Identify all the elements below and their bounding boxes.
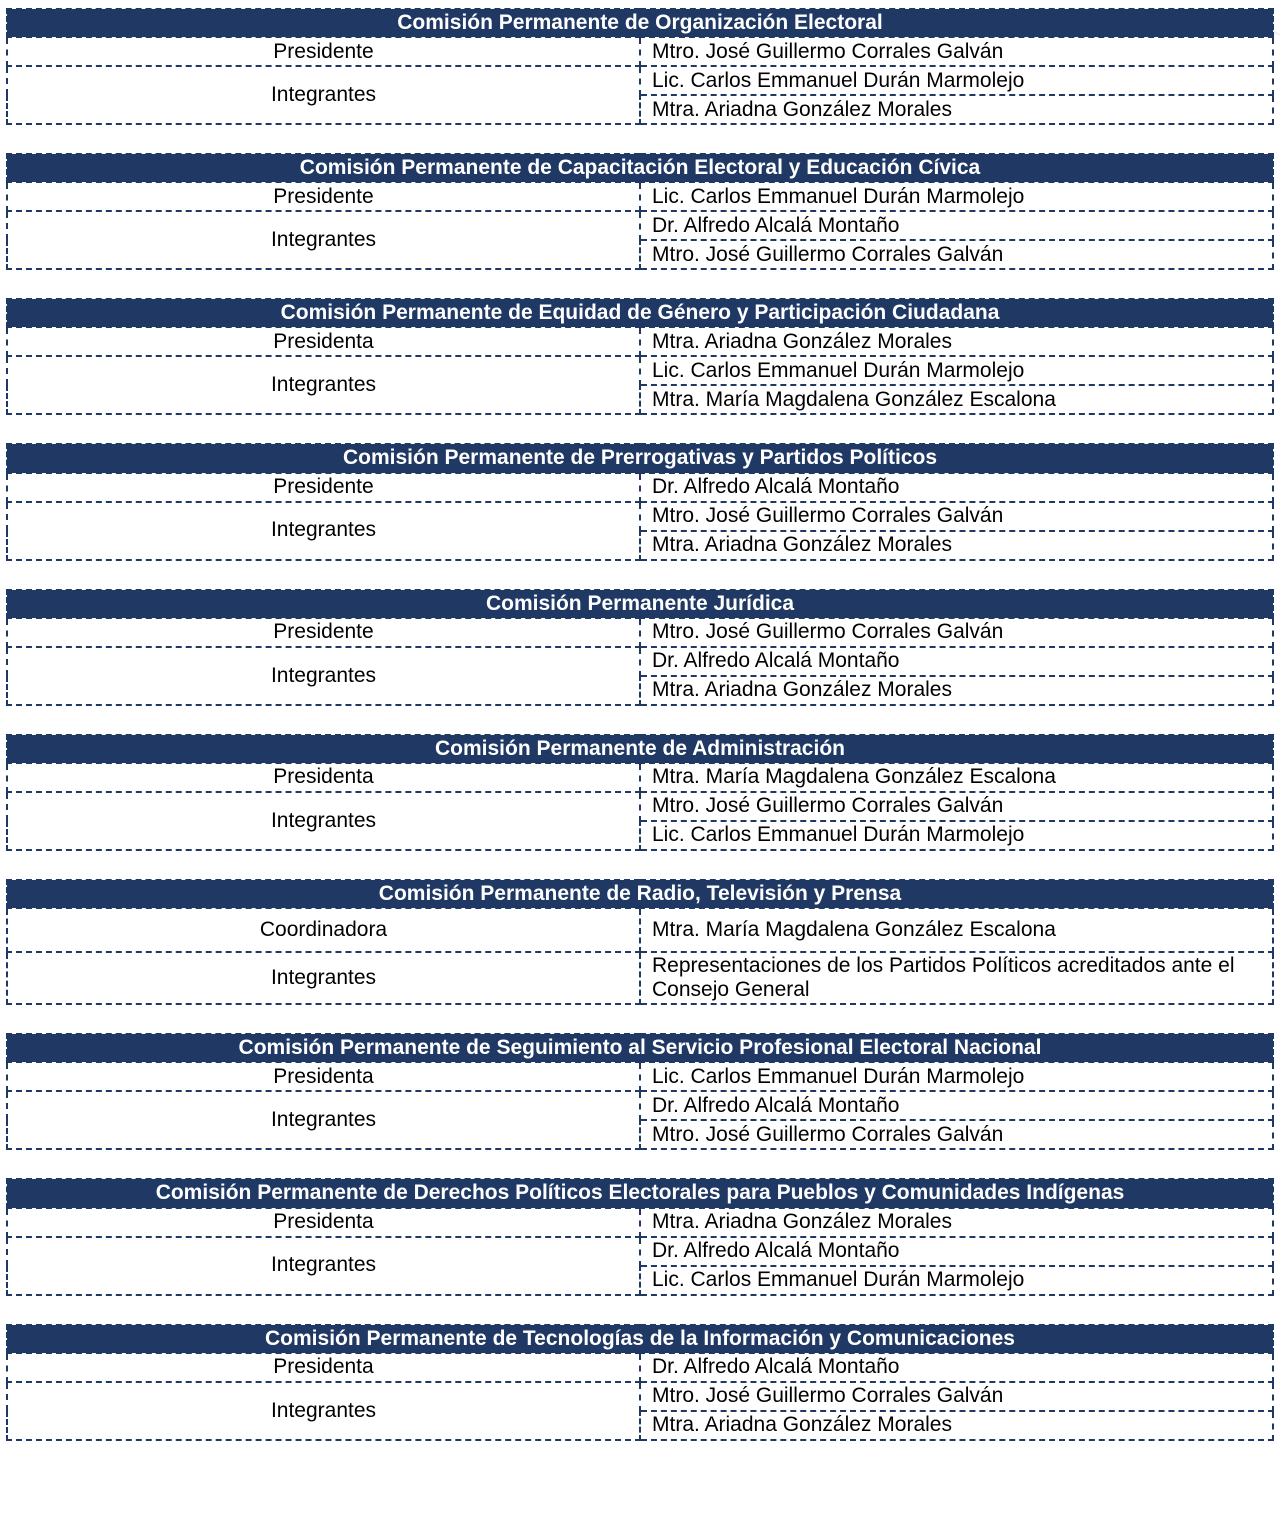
- member-name: Mtro. José Guillermo Corrales Galván: [640, 240, 1273, 269]
- member-name: Lic. Carlos Emmanuel Durán Marmolejo: [640, 821, 1273, 850]
- commission-header-row: [7, 1034, 1273, 1062]
- commission-title: Comisión Permanente de Prerrogativas y Partidos Políticos: [7, 444, 1273, 472]
- commission-title: Comisión Permanente de Derechos Políticos Electorales para Pueblos y Comunidades Indígenas: [7, 1179, 1273, 1207]
- leader-row: [7, 327, 1273, 356]
- member-name: Mtro. José Guillermo Corrales Galván: [640, 1382, 1273, 1411]
- commission-header-row: [7, 880, 1273, 908]
- members-label: Integrantes: [7, 1382, 640, 1440]
- leader-name: Mtro. José Guillermo Corrales Galván: [640, 618, 1273, 647]
- member-name: Mtra. Ariadna González Morales: [640, 676, 1273, 705]
- members-label: Integrantes: [7, 647, 640, 705]
- member-row: [7, 211, 1273, 240]
- member-name: Mtra. Ariadna González Morales: [640, 531, 1273, 560]
- commission-header-row: [7, 1325, 1273, 1353]
- leader-name: Dr. Alfredo Alcalá Montaño: [640, 1353, 1273, 1382]
- leader-name: Lic. Carlos Emmanuel Durán Marmolejo: [640, 182, 1273, 211]
- commission-header-row: [7, 590, 1273, 618]
- members-label: Integrantes: [7, 1237, 640, 1295]
- member-name: Dr. Alfredo Alcalá Montaño: [640, 1237, 1273, 1266]
- member-row: [7, 66, 1273, 95]
- commission-header-row: [7, 1179, 1273, 1207]
- leader-row: [7, 908, 1273, 952]
- commission-title: Comisión Permanente de Organización Electoral: [7, 9, 1273, 37]
- commission-table: [6, 443, 1274, 560]
- commission-title: Comisión Permanente de Radio, Televisión y Prensa: [7, 880, 1273, 908]
- leader-row: [7, 763, 1273, 792]
- members-label: Integrantes: [7, 211, 640, 269]
- members-label: Integrantes: [7, 502, 640, 560]
- leader-role-label: Presidenta: [7, 1062, 640, 1091]
- leader-row: [7, 1062, 1273, 1091]
- member-row: [7, 1091, 1273, 1120]
- leader-row: [7, 1208, 1273, 1237]
- leader-name: Mtra. Ariadna González Morales: [640, 327, 1273, 356]
- commission-table: [6, 1033, 1274, 1150]
- member-row: [7, 952, 1273, 1004]
- member-name: Mtra. Ariadna González Morales: [640, 95, 1273, 124]
- commission-title: Comisión Permanente de Equidad de Género y Participación Ciudadana: [7, 299, 1273, 327]
- leader-row: [7, 618, 1273, 647]
- member-name: Mtro. José Guillermo Corrales Galván: [640, 502, 1273, 531]
- leader-role-label: Presidenta: [7, 763, 640, 792]
- commission-table: [6, 1324, 1274, 1441]
- leader-name: Mtra. María Magdalena González Escalona: [640, 763, 1273, 792]
- leader-name: Mtro. José Guillermo Corrales Galván: [640, 37, 1273, 66]
- member-name: Mtro. José Guillermo Corrales Galván: [640, 1120, 1273, 1149]
- leader-role-label: Presidente: [7, 618, 640, 647]
- leader-name: Lic. Carlos Emmanuel Durán Marmolejo: [640, 1062, 1273, 1091]
- members-label: Integrantes: [7, 792, 640, 850]
- commission-header-row: [7, 299, 1273, 327]
- commission-header-row: [7, 444, 1273, 472]
- leader-role-label: Presidente: [7, 182, 640, 211]
- member-row: [7, 356, 1273, 385]
- member-row: [7, 502, 1273, 531]
- commission-title: Comisión Permanente de Tecnologías de la Información y Comunicaciones: [7, 1325, 1273, 1353]
- commission-table: [6, 8, 1274, 125]
- leader-role-label: Presidenta: [7, 1208, 640, 1237]
- commission-table: [6, 1178, 1274, 1295]
- leader-role-label: Coordinadora: [7, 908, 640, 952]
- leader-role-label: Presidenta: [7, 327, 640, 356]
- commission-table: [6, 589, 1274, 706]
- member-row: [7, 792, 1273, 821]
- member-row: [7, 1237, 1273, 1266]
- member-name: Representaciones de los Partidos Políticos acreditados ante el Consejo General: [640, 952, 1273, 1004]
- member-name: Dr. Alfredo Alcalá Montaño: [640, 647, 1273, 676]
- leader-row: [7, 37, 1273, 66]
- leader-name: Mtra. María Magdalena González Escalona: [640, 908, 1273, 952]
- commission-table: [6, 298, 1274, 415]
- member-name: Lic. Carlos Emmanuel Durán Marmolejo: [640, 1266, 1273, 1295]
- commission-table: [6, 734, 1274, 851]
- commission-header-row: [7, 9, 1273, 37]
- commission-header-row: [7, 154, 1273, 182]
- leader-role-label: Presidenta: [7, 1353, 640, 1382]
- commission-title: Comisión Permanente Jurídica: [7, 590, 1273, 618]
- leader-row: [7, 473, 1273, 502]
- member-name: Dr. Alfredo Alcalá Montaño: [640, 1091, 1273, 1120]
- commission-title: Comisión Permanente de Administración: [7, 735, 1273, 763]
- commission-table: [6, 879, 1274, 1005]
- commission-title: Comisión Permanente de Seguimiento al Servicio Profesional Electoral Nacional: [7, 1034, 1273, 1062]
- member-name: Mtra. Ariadna González Morales: [640, 1411, 1273, 1440]
- member-name: Dr. Alfredo Alcalá Montaño: [640, 211, 1273, 240]
- members-label: Integrantes: [7, 356, 640, 414]
- leader-role-label: Presidente: [7, 473, 640, 502]
- members-label: Integrantes: [7, 66, 640, 124]
- leader-row: [7, 182, 1273, 211]
- leader-row: [7, 1353, 1273, 1382]
- commission-header-row: [7, 735, 1273, 763]
- members-label: Integrantes: [7, 952, 640, 1004]
- member-name: Mtro. José Guillermo Corrales Galván: [640, 792, 1273, 821]
- members-label: Integrantes: [7, 1091, 640, 1149]
- member-name: Mtra. María Magdalena González Escalona: [640, 385, 1273, 414]
- member-row: [7, 1382, 1273, 1411]
- member-name: Lic. Carlos Emmanuel Durán Marmolejo: [640, 66, 1273, 95]
- commission-table: [6, 153, 1274, 270]
- member-name: Lic. Carlos Emmanuel Durán Marmolejo: [640, 356, 1273, 385]
- member-row: [7, 647, 1273, 676]
- leader-role-label: Presidente: [7, 37, 640, 66]
- commission-title: Comisión Permanente de Capacitación Electoral y Educación Cívica: [7, 154, 1273, 182]
- leader-name: Mtra. Ariadna González Morales: [640, 1208, 1273, 1237]
- leader-name: Dr. Alfredo Alcalá Montaño: [640, 473, 1273, 502]
